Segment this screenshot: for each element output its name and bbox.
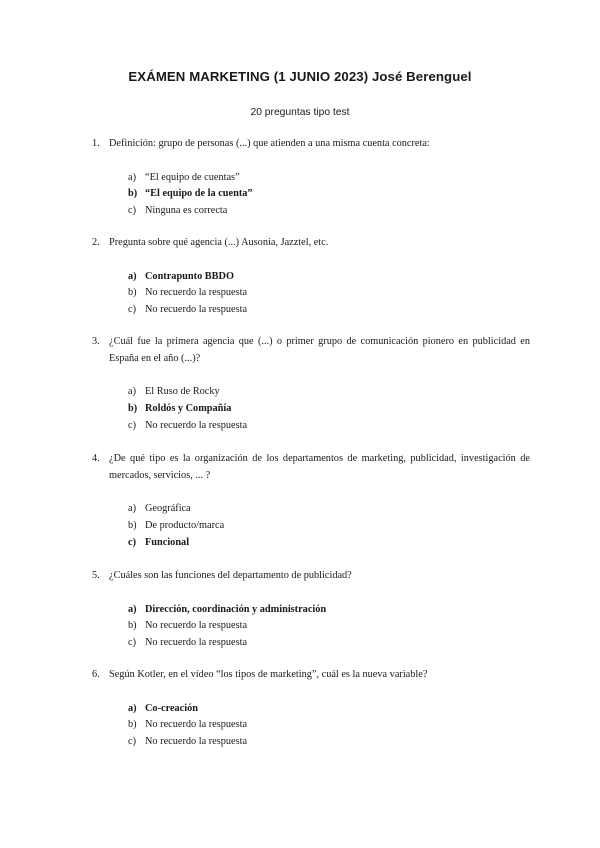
option-b bbox=[128, 618, 530, 635]
option-b bbox=[128, 518, 530, 535]
option-letter: c) bbox=[128, 736, 136, 748]
option-letter: b) bbox=[128, 403, 138, 415]
question-6 bbox=[92, 667, 530, 751]
question-text: Pregunta sobre qué agencia (...) Ausonia, Jazztel, etc. bbox=[109, 237, 329, 248]
option-a bbox=[128, 170, 530, 187]
options-list bbox=[92, 602, 530, 652]
exam-title: EXÁMEN MARKETING (1 JUNIO 2023) José Berenguel bbox=[128, 69, 472, 84]
option-text: Dirección, coordinación y administración bbox=[145, 603, 327, 615]
option-text: No recuerdo la respuesta bbox=[145, 287, 248, 299]
option-text: Funcional bbox=[145, 536, 190, 548]
option-text: “El equipo de la cuenta” bbox=[145, 188, 253, 200]
question-number: 1. bbox=[92, 138, 100, 149]
option-letter: c) bbox=[128, 205, 136, 217]
option-c bbox=[128, 302, 530, 319]
option-c bbox=[128, 203, 530, 220]
option-a bbox=[128, 384, 530, 401]
question-text: Según Kotler, en el vídeo “los tipos de marketing”, cuál es la nueva variable? bbox=[109, 669, 428, 680]
option-b-correct bbox=[128, 186, 530, 203]
option-letter: a) bbox=[128, 702, 137, 714]
option-text: No recuerdo la respuesta bbox=[145, 637, 248, 649]
option-letter: c) bbox=[128, 419, 136, 431]
option-letter: c) bbox=[128, 637, 136, 649]
option-letter: b) bbox=[128, 719, 137, 731]
question-number: 3. bbox=[92, 336, 100, 347]
options-list bbox=[92, 384, 530, 434]
option-letter: a) bbox=[128, 603, 137, 615]
option-a-correct bbox=[128, 701, 530, 718]
option-letter: a) bbox=[128, 270, 137, 282]
option-text: No recuerdo la respuesta bbox=[145, 719, 248, 731]
option-letter: c) bbox=[128, 304, 136, 316]
option-text: Co-creación bbox=[145, 702, 198, 714]
option-text: No recuerdo la respuesta bbox=[145, 620, 248, 632]
option-letter: b) bbox=[128, 287, 137, 299]
option-c bbox=[128, 635, 530, 652]
option-b bbox=[128, 285, 530, 302]
option-a-correct bbox=[128, 269, 530, 286]
option-text: No recuerdo la respuesta bbox=[145, 304, 248, 316]
question-1 bbox=[92, 136, 530, 220]
option-text: No recuerdo la respuesta bbox=[145, 736, 248, 748]
question-text: Definición: grupo de personas (...) que atienden a una misma cuenta concreta: bbox=[109, 138, 430, 149]
option-text: De producto/marca bbox=[145, 520, 225, 532]
question-number: 5. bbox=[92, 570, 100, 581]
option-text: Geográfica bbox=[145, 503, 191, 515]
option-letter: a) bbox=[128, 503, 136, 515]
option-letter: b) bbox=[128, 520, 137, 532]
question-text: ¿Cuál fue la primera agencia que (...) o primer grupo de comunicación pionero en publicidad en España en el año (...)? bbox=[109, 336, 530, 364]
option-b-correct bbox=[128, 401, 530, 418]
options-list bbox=[92, 501, 530, 551]
option-text: Contrapunto BBDO bbox=[145, 270, 234, 282]
option-b bbox=[128, 717, 530, 734]
option-a-correct bbox=[128, 602, 530, 619]
options-list bbox=[92, 269, 530, 319]
option-letter: b) bbox=[128, 188, 138, 200]
option-letter: b) bbox=[128, 620, 137, 632]
options-list bbox=[92, 701, 530, 751]
exam-subtitle: 20 preguntas tipo test bbox=[250, 107, 350, 118]
option-c-correct bbox=[128, 535, 530, 552]
option-text: “El equipo de cuentas” bbox=[145, 171, 240, 183]
option-text: Ninguna es correcta bbox=[145, 205, 228, 217]
options-list bbox=[92, 170, 530, 220]
option-c bbox=[128, 734, 530, 751]
option-text: No recuerdo la respuesta bbox=[145, 419, 248, 431]
question-number: 6. bbox=[92, 669, 100, 680]
question-text: ¿Cuáles son las funciones del departamento de publicidad? bbox=[109, 570, 352, 581]
question-number: 2. bbox=[92, 237, 100, 248]
question-4 bbox=[92, 451, 530, 551]
question-text: ¿De qué tipo es la organización de los departamentos de marketing, publicidad, investigación de mercados, servicios, ... ? bbox=[109, 453, 530, 481]
option-letter: a) bbox=[128, 171, 136, 183]
option-text: Roldós y Compañía bbox=[145, 403, 232, 415]
option-text: El Ruso de Rocky bbox=[145, 386, 220, 398]
option-c bbox=[128, 418, 530, 435]
option-letter: c) bbox=[128, 536, 136, 548]
option-a bbox=[128, 501, 530, 518]
option-letter: a) bbox=[128, 386, 136, 398]
question-5 bbox=[92, 568, 530, 652]
question-number: 4. bbox=[92, 453, 100, 464]
question-2 bbox=[92, 235, 530, 319]
question-3 bbox=[92, 334, 530, 434]
